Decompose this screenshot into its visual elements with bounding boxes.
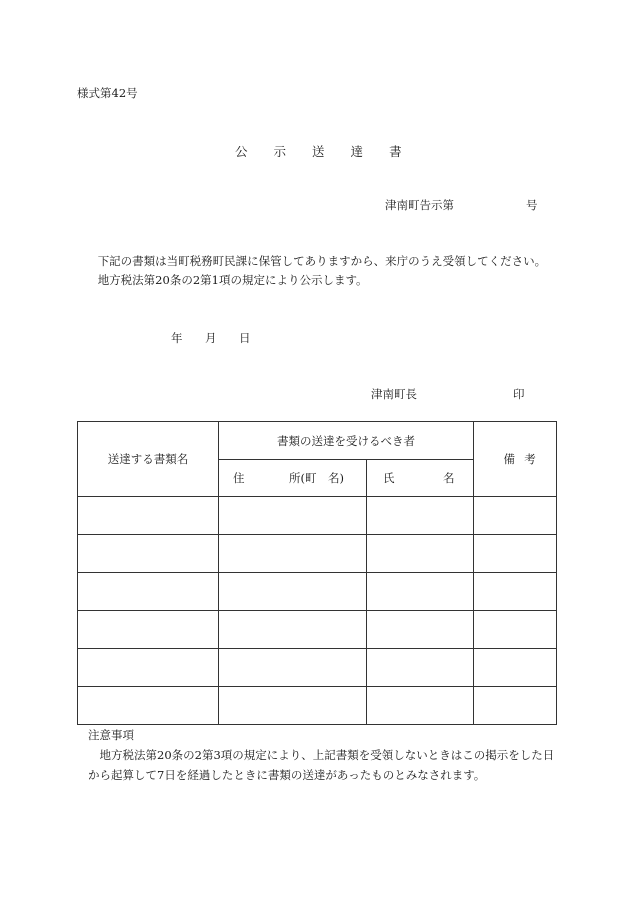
cell-remarks[interactable] bbox=[474, 687, 557, 725]
form-number: 様式第42号 bbox=[77, 86, 138, 100]
cell-remarks[interactable] bbox=[474, 649, 557, 687]
cell-remarks[interactable] bbox=[474, 535, 557, 573]
documents-table bbox=[77, 421, 557, 725]
title-char: 送 bbox=[312, 144, 325, 159]
cell-address[interactable] bbox=[219, 497, 367, 535]
notice-suffix: 号 bbox=[526, 198, 538, 212]
cell-remarks[interactable] bbox=[474, 573, 557, 611]
notice-prefix: 津南町告示第 bbox=[385, 198, 454, 212]
table-row bbox=[78, 687, 557, 725]
document-title bbox=[235, 142, 402, 160]
cell-name[interactable] bbox=[367, 497, 474, 535]
signature-line bbox=[371, 386, 525, 402]
date-line bbox=[171, 330, 251, 346]
date-month: 月 bbox=[205, 331, 217, 345]
cell-address[interactable] bbox=[219, 611, 367, 649]
header-remarks: 備 考 bbox=[474, 422, 557, 497]
header-document-name: 送達する書類名 bbox=[78, 422, 219, 497]
header-recipient: 書類の送達を受けるべき者 bbox=[219, 422, 474, 460]
title-char: 書 bbox=[389, 144, 402, 159]
body-text bbox=[77, 252, 555, 290]
date-year: 年 bbox=[171, 331, 183, 345]
table-row bbox=[78, 611, 557, 649]
cell-address[interactable] bbox=[219, 649, 367, 687]
cell-address[interactable] bbox=[219, 573, 367, 611]
title-char: 示 bbox=[273, 144, 287, 159]
table-row bbox=[78, 535, 557, 573]
cell-name[interactable] bbox=[367, 573, 474, 611]
header-address: 住 所(町 名) bbox=[219, 460, 367, 497]
cell-address[interactable] bbox=[219, 687, 367, 725]
cell-document[interactable] bbox=[78, 649, 219, 687]
seal-mark: 印 bbox=[513, 387, 525, 401]
cell-remarks[interactable] bbox=[474, 611, 557, 649]
notes-text: 地方税法第20条の2第3項の規定により、上記書類を受領しないときはこの掲示をした日から起算して7日を経過したときに書類の送達があったものとみなされます。 bbox=[88, 748, 555, 782]
body-paragraph-2: 地方税法第20条の2第1項の規定により公示します。 bbox=[97, 273, 368, 287]
date-day: 日 bbox=[239, 331, 251, 345]
title-char: 公 bbox=[235, 144, 248, 159]
cell-name[interactable] bbox=[367, 649, 474, 687]
body-paragraph-1: 下記の書類は当町税務町民課に保管してありますから、来庁のうえ受領してください。 bbox=[97, 254, 547, 268]
notice-number bbox=[385, 197, 538, 213]
cell-name[interactable] bbox=[367, 611, 474, 649]
mayor-title: 津南町長 bbox=[371, 387, 417, 401]
table-row bbox=[78, 649, 557, 687]
cell-name[interactable] bbox=[367, 535, 474, 573]
table-row bbox=[78, 497, 557, 535]
notes-title: 注意事項 bbox=[88, 728, 134, 742]
cell-document[interactable] bbox=[78, 573, 219, 611]
cell-document[interactable] bbox=[78, 535, 219, 573]
header-name: 氏 名 bbox=[367, 460, 474, 497]
table-row bbox=[78, 573, 557, 611]
cell-document[interactable] bbox=[78, 497, 219, 535]
cell-document[interactable] bbox=[78, 611, 219, 649]
cell-name[interactable] bbox=[367, 687, 474, 725]
cell-address[interactable] bbox=[219, 535, 367, 573]
cell-document[interactable] bbox=[78, 687, 219, 725]
notes-body bbox=[88, 745, 556, 785]
cell-remarks[interactable] bbox=[474, 497, 557, 535]
title-char: 達 bbox=[350, 144, 364, 159]
